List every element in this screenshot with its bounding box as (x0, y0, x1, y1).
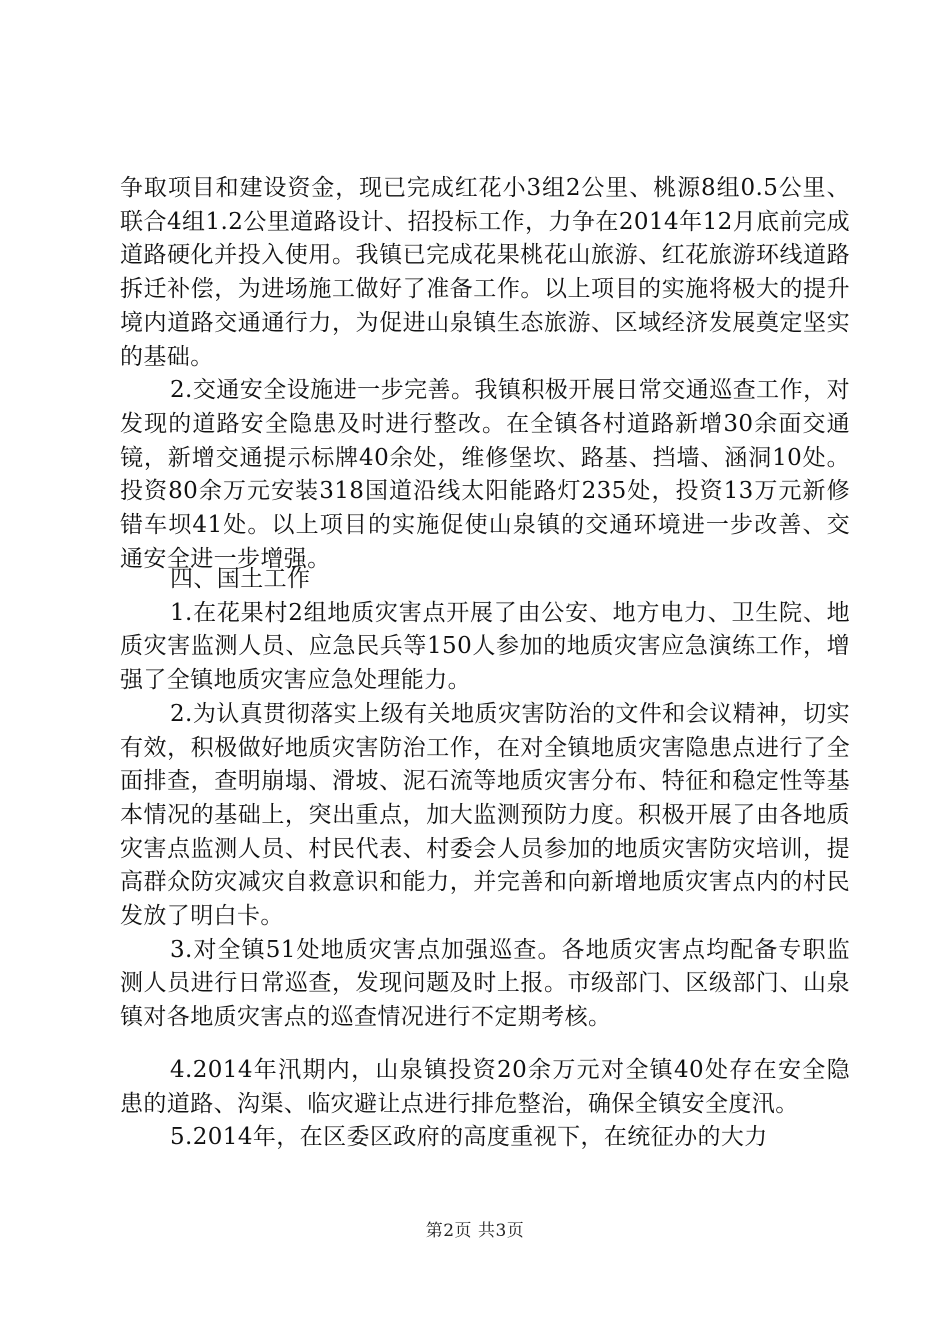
paragraph-disaster-prevention: 2.为认真贯彻落实上级有关地质灾害防治的文件和会议精神，切实有效，积极做好地质灾害防治工作，在对全镇地质灾害隐患点进行了全面排查，查明崩塌、滑坡、泥石流等地质灾害分布、特征和稳定性等基本情况的基础上，突出重点，加大监测预防力度。积极开展了由各地质灾害点监测人员、村民代表、村委会人员参加的地质灾害防灾培训，提高群众防灾减灾自救意识和能力，并完善和向新增地质灾害点内的村民发放了明白卡。 (120, 700, 850, 930)
paragraph-disaster-patrol: 3.对全镇51处地质灾害点加强巡查。各地质灾害点均配备专职监测人员进行日常巡查，发现问题及时上报。市级部门、区级部门、山泉镇对各地质灾害点的巡查情况进行不定期考核。 (120, 936, 850, 1031)
page-number-footer: 第2页 共3页 (425, 1221, 525, 1241)
paragraph-2014-support: 5.2014年，在区委区政府的高度重视下，在统征办的大力 (170, 1124, 768, 1151)
section-heading-land-work: 四、国土工作 (170, 566, 311, 592)
transport-section-continued (120, 172, 850, 576)
paragraph-road-projects: 争取项目和建设资金，现已完成红花小3组2公里、桃源8组0.5公里、联合4组1.2公里道路设计、招投标工作，力争在2014年12月底前完成道路硬化并投入使用。我镇已完成花果桃花山旅游、红花旅游环线道路拆迁补偿，为进场施工做好了准备工作。以上项目的实施将极大的提升境内道路交通通行力，为促进山泉镇生态旅游、区域经济发展奠定坚实的基础。 (120, 175, 850, 370)
land-section-continued (120, 1054, 850, 1155)
paragraph-traffic-safety: 2.交通安全设施进一步完善。我镇积极开展日常交通巡查工作，对发现的道路安全隐患及时进行整改。在全镇各村道路新增30余面交通镜，新增交通提示标牌40余处，维修堡坎、路基、挡墙、涵洞10处。投资80余万元安装318国道沿线太阳能路灯235处，投资13万元新修错车坝41处。以上项目的实施促使山泉镇的交通环境进一步改善、交通安全进一步增强。 (120, 377, 850, 572)
paragraph-flood-season: 4.2014年汛期内，山泉镇投资20余万元对全镇40处存在安全隐患的道路、沟渠、临灾避让点进行排危整治，确保全镇安全度汛。 (120, 1057, 850, 1117)
land-section (120, 563, 850, 1035)
paragraph-disaster-drill: 1.在花果村2组地质灾害点开展了由公安、地方电力、卫生院、地质灾害监测人员、应急民兵等150人参加的地质灾害应急演练工作，增强了全镇地质灾害应急处理能力。 (120, 599, 850, 694)
